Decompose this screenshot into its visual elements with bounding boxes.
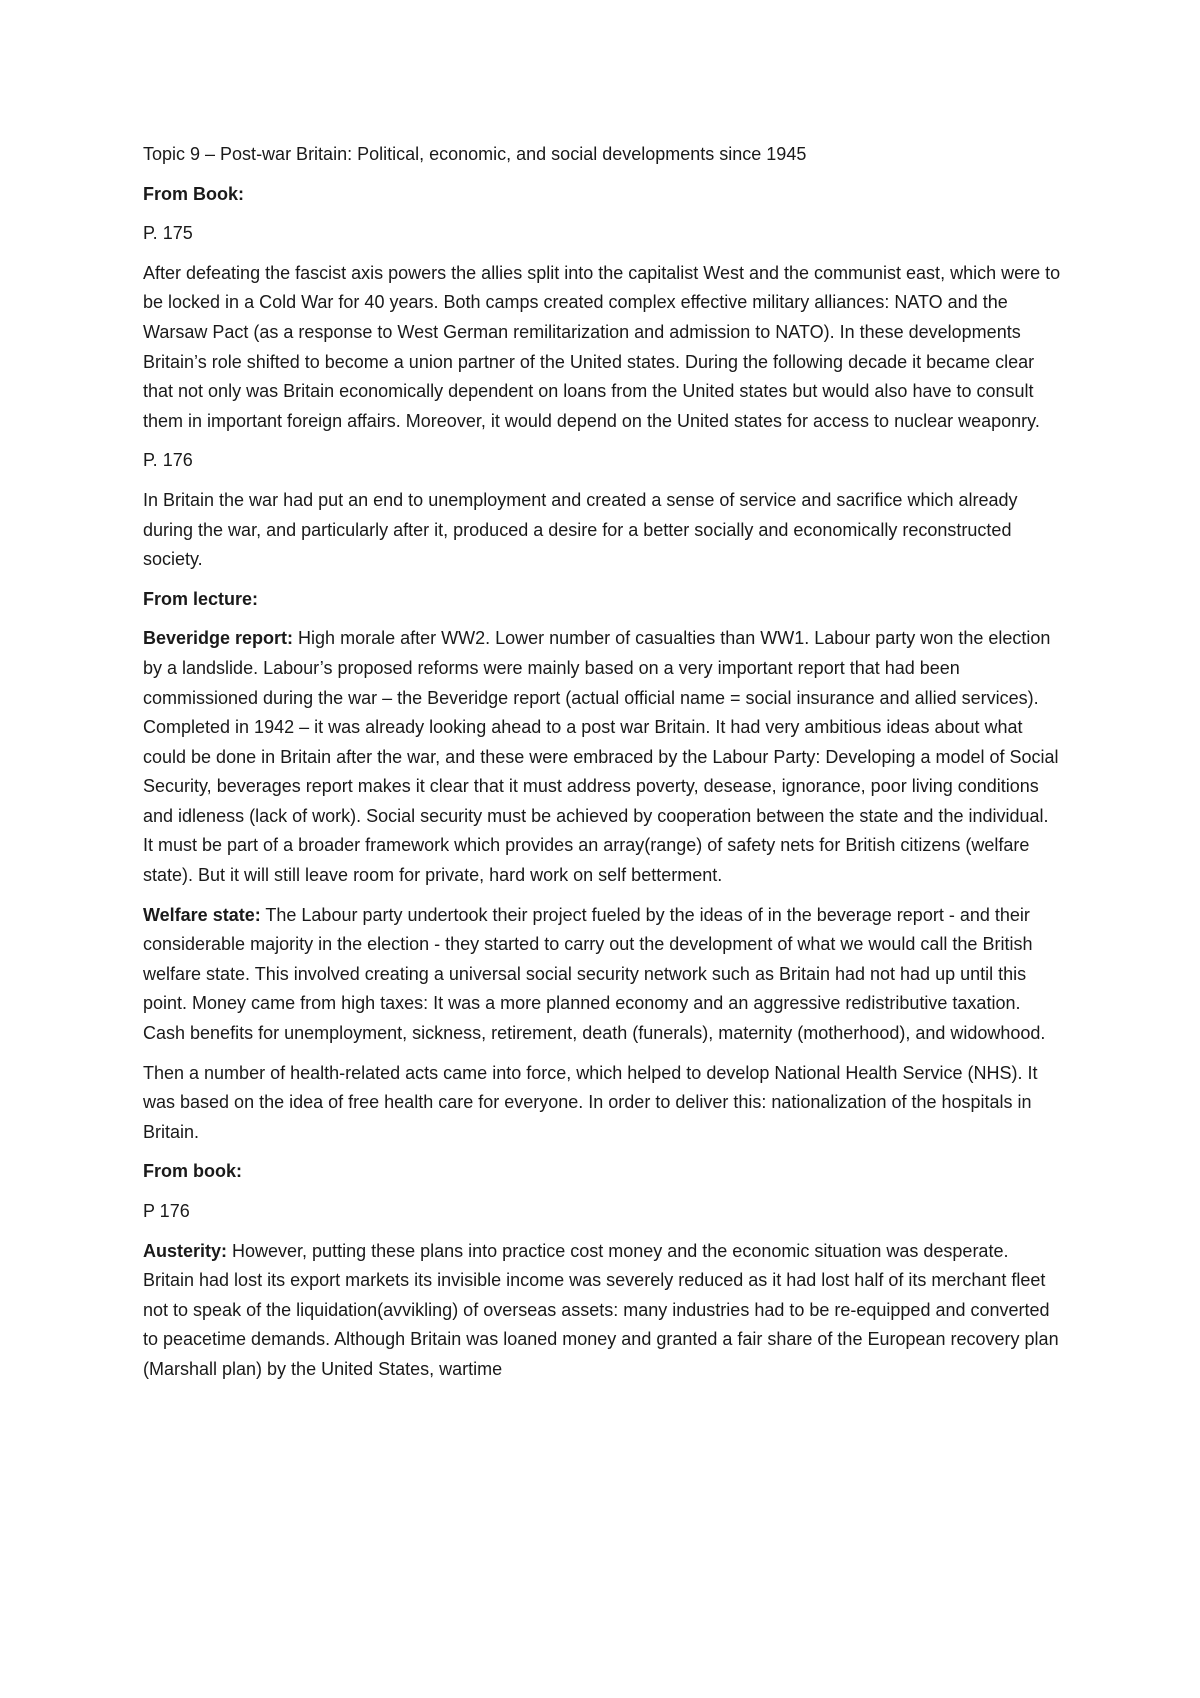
welfare-label: Welfare state:	[143, 904, 261, 925]
paragraph-welfare-state	[143, 901, 1063, 1049]
welfare-text: The Labour party undertook their project fueled by the ideas of in the beverage report - and their considerable majority in the election - they started to carry out the development of what we would call the British welfare state. This involved creating a universal social security network such as Britain had not had up until this point. Money came from high taxes: It was a more planned economy and an aggressive redistributive taxation. Cash benefits for unemployment, sickness, retirement, death (funerals), maternity (motherhood), and widowhood.	[143, 904, 1046, 1044]
paragraph-nhs: Then a number of health-related acts came into force, which helped to develop National Health Service (NHS). It was based on the idea of free health care for everyone. In order to deliver this: nationalization of the hospitals in Britain.	[143, 1062, 1038, 1142]
section-heading-from-lecture: From lecture:	[143, 588, 259, 609]
page-reference-176: P. 176	[143, 450, 193, 471]
page-reference-175: P. 175	[143, 223, 193, 244]
beveridge-text: High morale after WW2. Lower number of casualties than WW1. Labour party won the election by a landslide. Labour’s proposed reforms were mainly based on a very important report that had been commissioned during the war – the Beveridge report (actual official name = social insurance and allied services). Completed in 1942 – it was already looking ahead to a post war Britain. It had very ambitious ideas about what could be done in Britain after the war, and these were embraced by the Labour Party: Developing a model of Social Security, beverages report makes it clear that it must address poverty, desease, ignorance, poor living conditions and idleness (lack of work). Social security must be achieved by cooperation between the state and the individual. It must be part of a broader framework which provides an array(range) of safety nets for British citizens (welfare state). But it will still leave room for private, hard work on self betterment.	[143, 628, 1059, 886]
section-heading-from-book: From Book:	[143, 183, 244, 204]
paragraph-austerity	[143, 1237, 1063, 1385]
page-reference-176b: P 176	[143, 1201, 190, 1221]
austerity-text: However, putting these plans into practice cost money and the economic situation was desperate. Britain had lost its export markets its invisible income was severely reduced as it had lost half of its merchant fleet not to speak of the liquidation(avvikling) of overseas assets: many industries had to be re-equipped and converted to peacetime demands. Although Britain was loaned money and granted a fair share of the European recovery plan (Marshall plan) by the United States, wartime	[143, 1240, 1059, 1379]
beveridge-label: Beveridge report:	[143, 628, 294, 649]
section-heading-from-book-2: From book:	[143, 1161, 242, 1182]
paragraph-post-war-society: In Britain the war had put an end to unemployment and created a sense of service and sacrifice which already during the war, and particularly after it, produced a desire for a better socially and economically reconstructed society.	[143, 489, 1018, 570]
paragraph-beveridge-report	[143, 624, 1063, 890]
paragraph-cold-war: After defeating the fascist axis powers the allies split into the capitalist West and the communist east, which were to be locked in a Cold War for 40 years. Both camps created complex effective military alliances: NATO and the Warsaw Pact (as a response to West German remilitarization and admission to NATO). In these developments Britain’s role shifted to become a union partner of the United states. During the following decade it became clear that not only was Britain economically dependent on loans from the United states but would also have to consult them in important foreign affairs. Moreover, it would depend on the United states for access to nuclear weaponry.	[143, 262, 1061, 431]
austerity-label: Austerity:	[143, 1240, 228, 1261]
document-page	[143, 140, 1063, 1395]
document-title: Topic 9 – Post-war Britain: Political, economic, and social developments since 1945	[143, 144, 807, 164]
